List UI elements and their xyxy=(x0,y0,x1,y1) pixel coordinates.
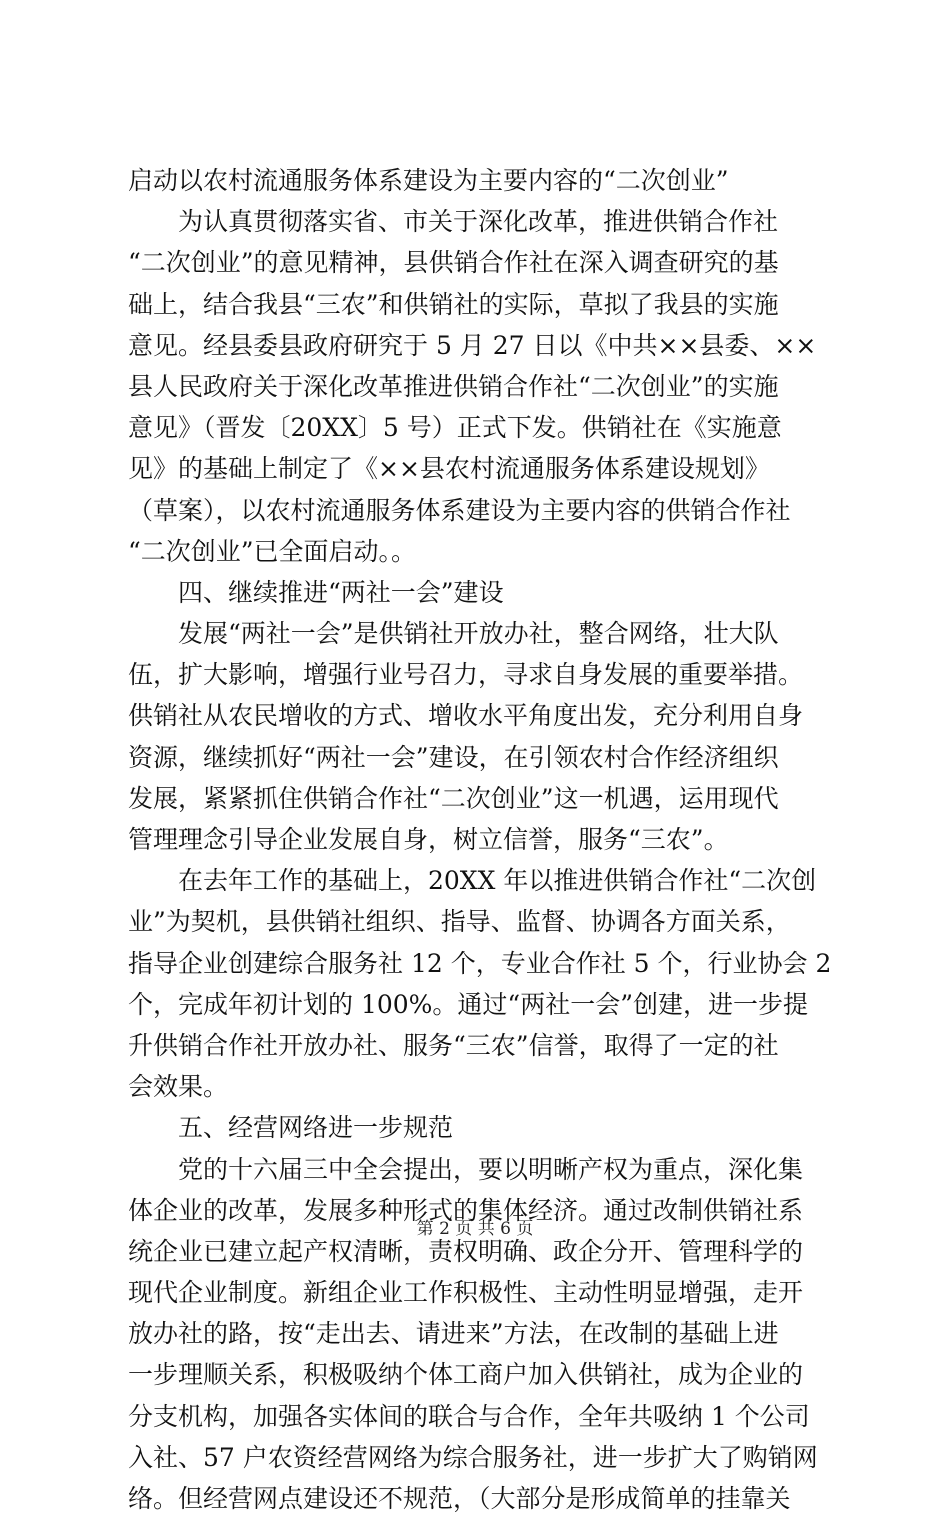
text-line: 供销社从农民增收的方式、增收水平角度出发，充分利用自身 xyxy=(128,701,804,731)
text-line: 络。但经营网点建设还不规范，（大部分是形成简单的挂靠关 xyxy=(128,1484,791,1513)
section-heading: 四、继续推进“两社一会”建设 xyxy=(178,577,504,607)
paragraph-start-line: 党的十六届三中全会提出，要以明晰产权为重点，深化集 xyxy=(178,1154,804,1184)
paragraph-start-line: 为认真贯彻落实省、市关于深化改革，推进供销合作社 xyxy=(178,207,779,237)
text-line: 统企业已建立起产权清晰，责权明确、政企分开、管理科学的 xyxy=(128,1236,804,1266)
text-line: 入社、57 户农资经营网络为综合服务社，进一步扩大了购销网 xyxy=(128,1442,818,1472)
document-body xyxy=(128,160,834,1519)
text-line: （草案），以农村流通服务体系建设为主要内容的供销合作社 xyxy=(128,495,791,525)
text-line: 体企业的改革，发展多种形式的集体经济。通过改制供销社系 xyxy=(128,1195,804,1225)
text-line: 意见。经县委县政府研究于 5 月 27 日以《中共××县委、×× xyxy=(128,330,817,360)
text-line: 分支机构，加强各实体间的联合与合作，全年共吸纳 1 个公司 xyxy=(128,1401,810,1431)
text-line: 见》的基础上制定了《××县农村流通服务体系建设规划》 xyxy=(128,454,770,484)
text-line: 管理理念引导企业发展自身，树立信誉，服务“三农”。 xyxy=(128,825,729,854)
text-line: 放办社的路，按“走出去、请进来”方法，在改制的基础上进 xyxy=(128,1319,779,1349)
paragraph-start-line: 发展“两社一会”是供销社开放办社，整合网络，壮大队 xyxy=(178,619,779,649)
text-line: “二次创业”已全面启动。。 xyxy=(128,536,417,566)
text-line: 发展，紧紧抓住供销合作社“二次创业”这一机遇，运用现代 xyxy=(128,783,779,813)
text-line: 资源，继续抓好“两社一会”建设，在引领农村合作经济组织 xyxy=(128,742,779,772)
text-line: 一步理顺关系，积极吸纳个体工商户加入供销社，成为企业的 xyxy=(128,1360,804,1390)
text-line: 伍，扩大影响，增强行业号召力，寻求自身发展的重要举措。 xyxy=(128,660,804,690)
text-line: 意见》（晋发〔20XX〕5 号）正式下发。供销社在《实施意 xyxy=(128,413,782,443)
text-line: 指导企业创建综合服务社 12 个，专业合作社 5 个，行业协会 2 xyxy=(128,948,832,978)
text-line: 业”为契机，县供销社组织、指导、监督、协调各方面关系， xyxy=(128,907,791,937)
text-line: “二次创业”的意见精神，县供销合作社在深入调查研究的基 xyxy=(128,248,779,278)
text-line: 县人民政府关于深化改革推进供销合作社“二次创业”的实施 xyxy=(128,371,779,401)
text-line: 启动以农村流通服务体系建设为主要内容的“二次创业” xyxy=(128,166,729,195)
paragraph-start-line: 在去年工作的基础上，20XX 年以推进供销合作社“二次创 xyxy=(178,866,817,896)
page-number-footer: 第 2 页 共 6 页 xyxy=(416,1219,534,1239)
text-line: 现代企业制度。新组企业工作积极性、主动性明显增强，走开 xyxy=(128,1278,804,1308)
text-line: 础上，结合我县“三农”和供销社的实际，草拟了我县的实施 xyxy=(128,289,779,319)
section-heading: 五、经营网络进一步规范 xyxy=(178,1113,454,1143)
text-line: 个，完成年初计划的 100%。通过“两社一会”创建，进一步提 xyxy=(128,989,808,1019)
text-line: 会效果。 xyxy=(128,1072,229,1102)
text-line: 升供销合作社开放办社、服务“三农”信誉，取得了一定的社 xyxy=(128,1030,779,1060)
